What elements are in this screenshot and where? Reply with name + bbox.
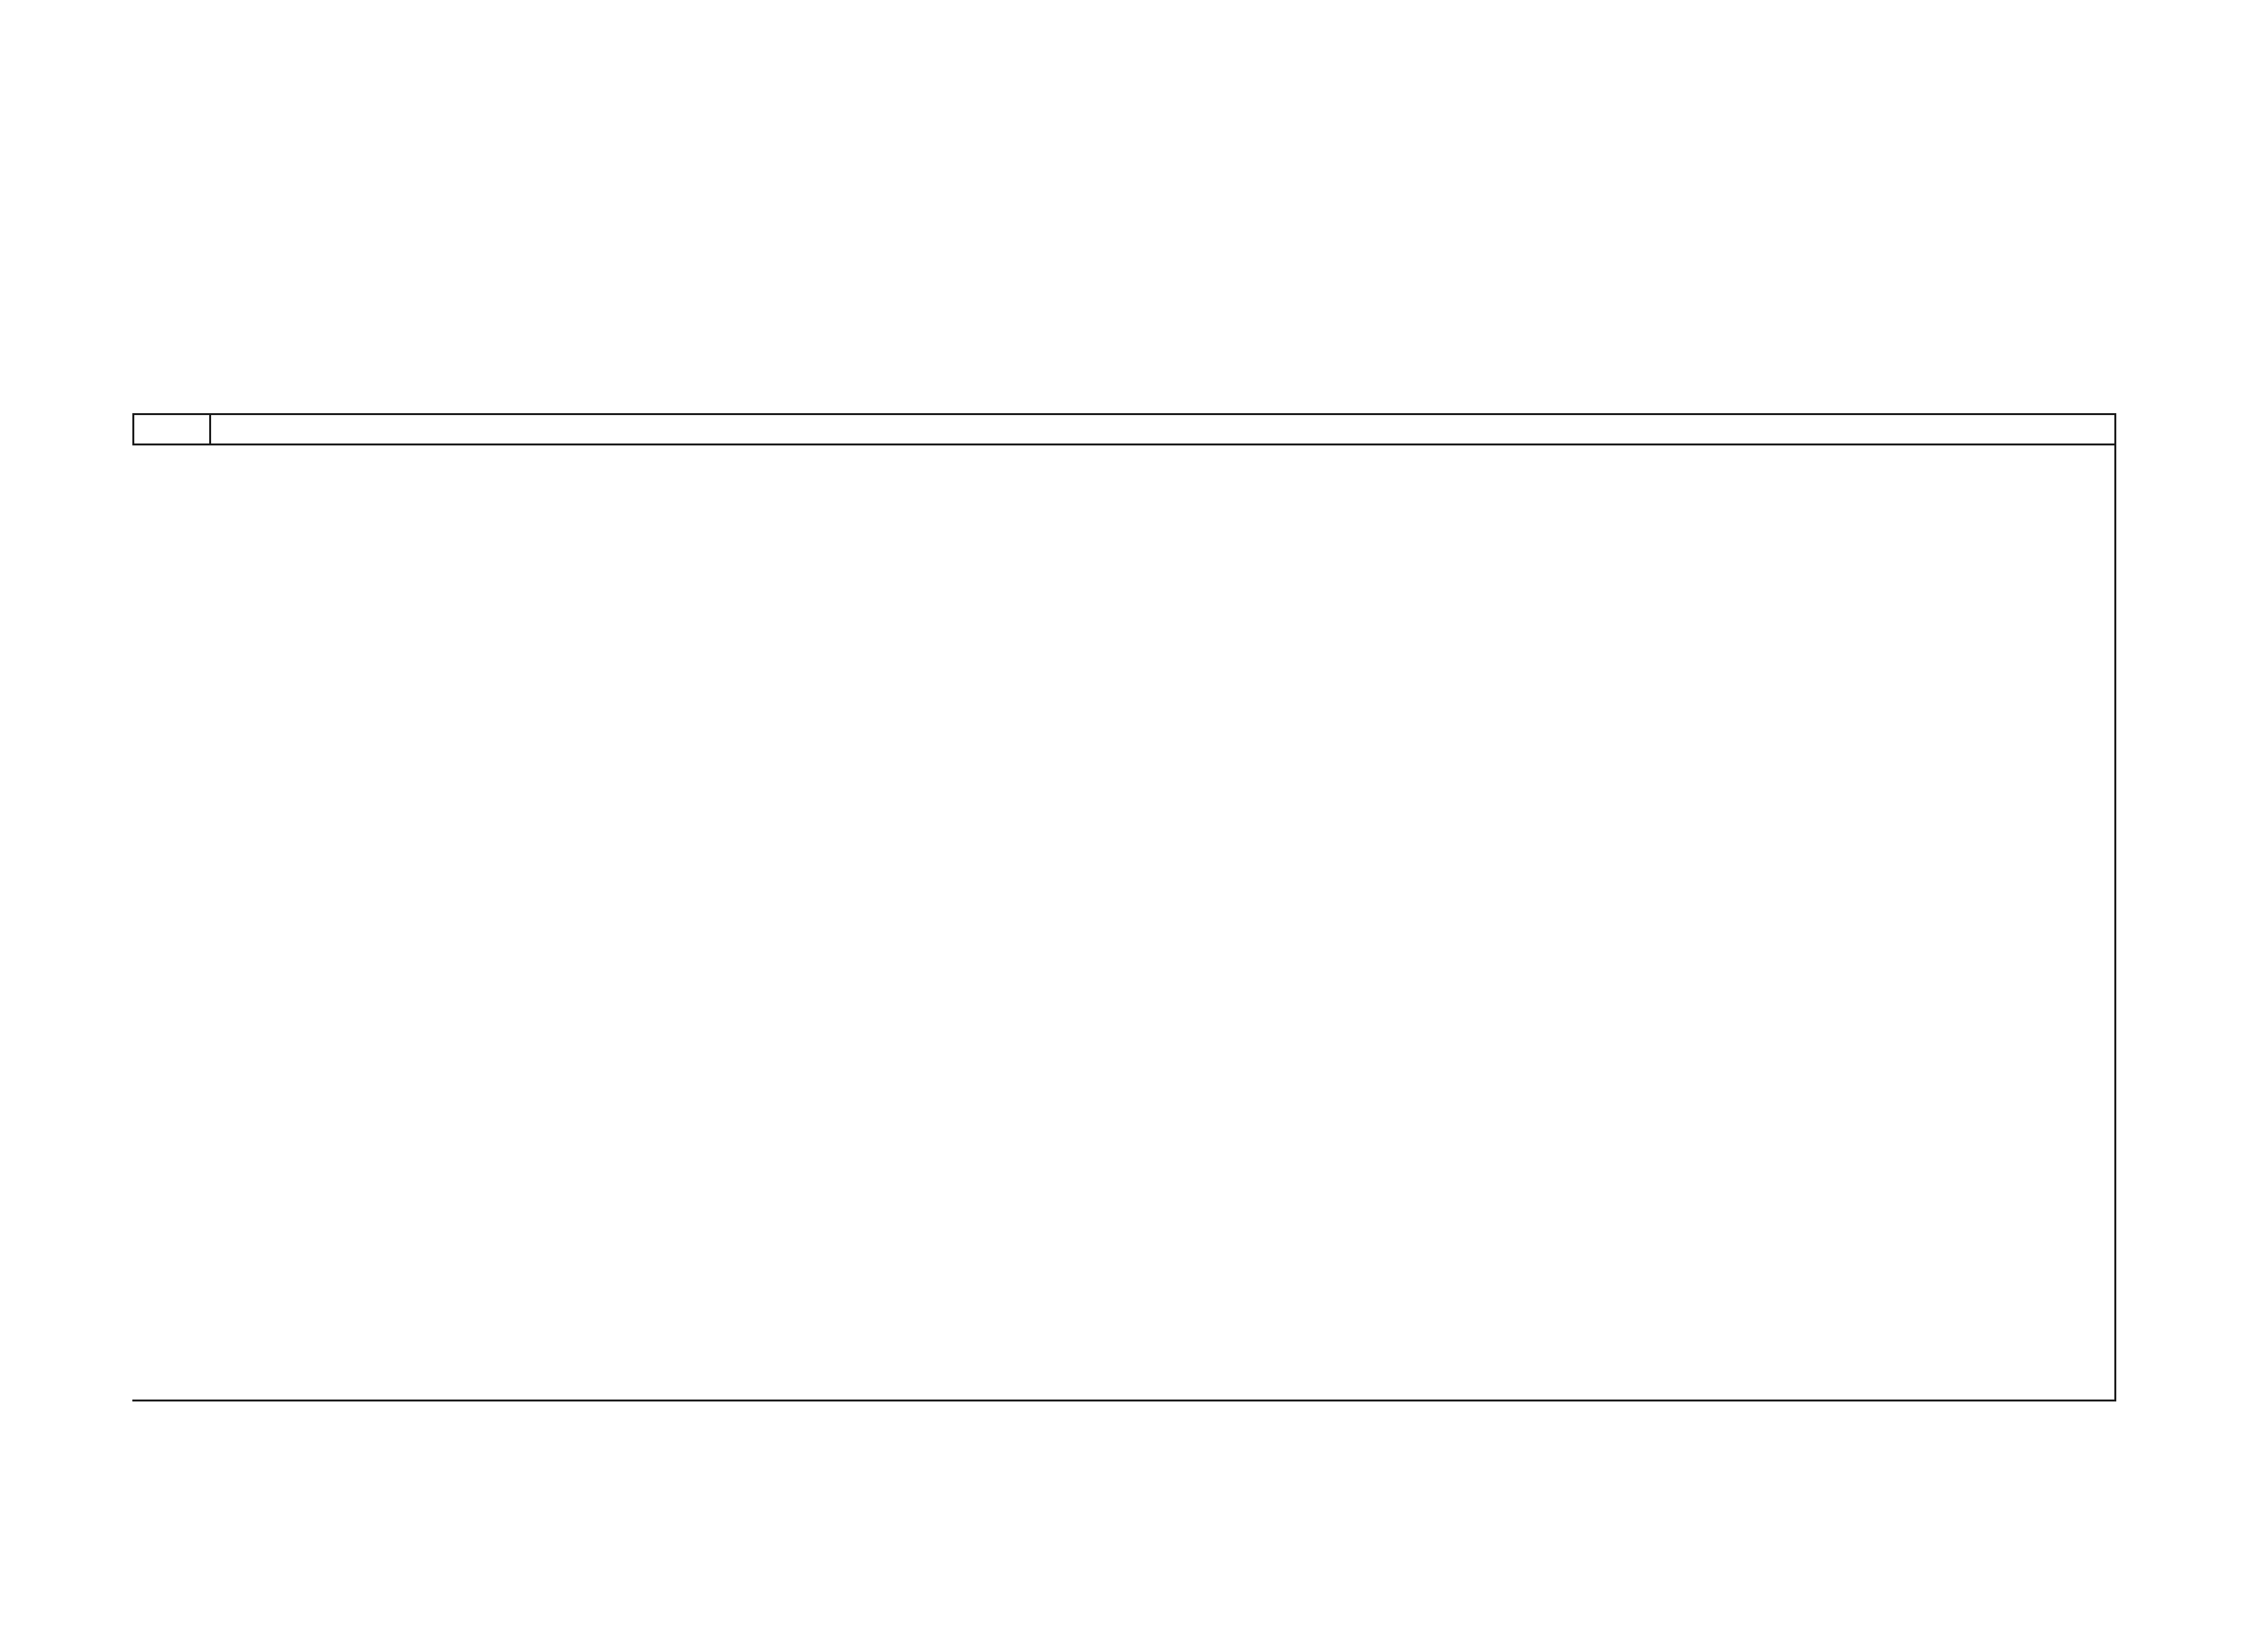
column-header-row [132, 413, 2114, 445]
spreadsheet [132, 413, 2116, 1401]
corner-cell [132, 415, 211, 443]
table-bottom-border [132, 1400, 2116, 1401]
page-number [2119, 833, 2158, 962]
